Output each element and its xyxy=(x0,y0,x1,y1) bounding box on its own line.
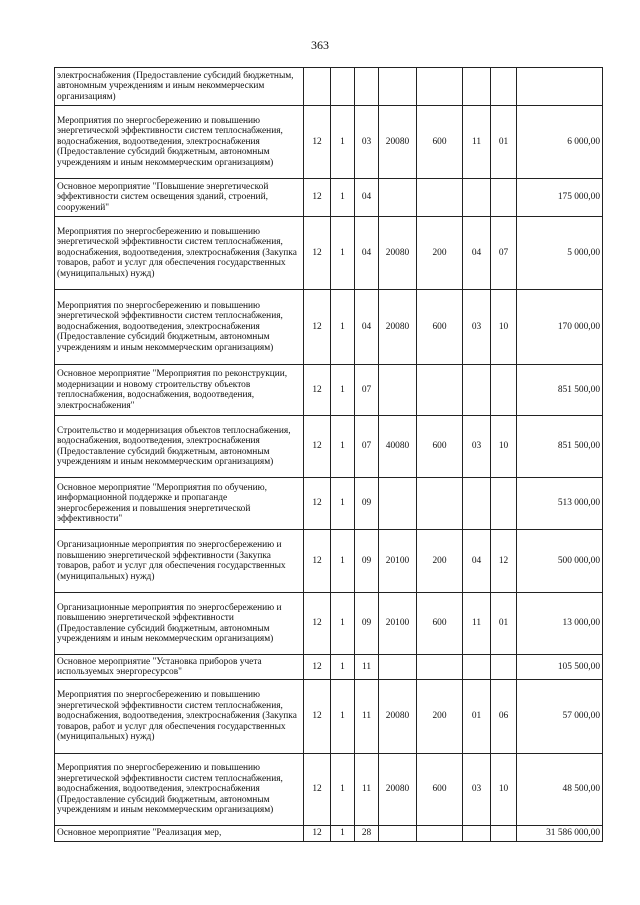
table-row xyxy=(55,179,603,217)
page-number: 363 xyxy=(311,38,329,52)
row-name-cell: Мероприятия по энергосбережению и повышению энергетической эффективности систем теплоснабжения, водоснабжения, водоотведения, электроснабжения (Предоставление субсидий бюджетным, автономным учреждениям и иным некоммерческим организациям) xyxy=(55,290,304,365)
code-cell: 12 xyxy=(304,416,331,478)
code-cell: 20080 xyxy=(379,680,417,754)
code-cell: 200 xyxy=(417,680,463,754)
code-cell: 20080 xyxy=(379,754,417,826)
code-cell: 12 xyxy=(304,655,331,680)
code-cell: 03 xyxy=(355,106,379,179)
code-cell: 01 xyxy=(463,680,491,754)
code-cell: 04 xyxy=(355,217,379,290)
budget-table xyxy=(54,67,603,842)
code-cell: 12 xyxy=(304,593,331,655)
code-cell xyxy=(417,179,463,217)
row-name-cell: Основное мероприятие "Мероприятия по обучению, информационной поддержке и пропаганде энергосбережения и повышения энергетической эффективности" xyxy=(55,478,304,530)
table-row xyxy=(55,106,603,179)
code-cell xyxy=(417,826,463,842)
code-cell xyxy=(379,655,417,680)
code-cell xyxy=(491,478,517,530)
row-name-cell: Строительство и модернизация объектов теплоснабжения, водоснабжения, водоотведения, электроснабжения (Предоставление субсидий бюджетным, автономным учреждениям и иным некоммерческим организациям) xyxy=(55,416,304,478)
code-cell xyxy=(491,655,517,680)
code-cell xyxy=(417,68,463,106)
code-cell xyxy=(491,68,517,106)
row-name-cell: Организационные мероприятия по энергосбережению и повышению энергетической эффективности (Предоставление субсидий бюджетным, автономным учреждениям и иным некоммерческим организациям) xyxy=(55,593,304,655)
code-cell xyxy=(355,68,379,106)
code-cell xyxy=(304,68,331,106)
code-cell: 600 xyxy=(417,416,463,478)
code-cell: 01 xyxy=(491,106,517,179)
code-cell: 04 xyxy=(355,290,379,365)
amount-cell: 105 500,00 xyxy=(517,655,603,680)
code-cell: 1 xyxy=(331,754,355,826)
code-cell: 600 xyxy=(417,754,463,826)
row-name-cell: Мероприятия по энергосбережению и повышению энергетической эффективности систем теплоснабжения, водоснабжения, водоотведения, электроснабжения (Предоставление субсидий бюджетным, автономным учреждениям и иным некоммерческим организациям) xyxy=(55,754,304,826)
row-name-cell: Основное мероприятие "Мероприятия по реконструкции, модернизации и новому строительству объектов теплоснабжения, водоснабжения, водоотведения, электроснабжения" xyxy=(55,365,304,416)
row-name-cell: Основное мероприятие "Установка приборов учета используемых энергоресурсов" xyxy=(55,655,304,680)
code-cell xyxy=(491,365,517,416)
code-cell xyxy=(491,826,517,842)
amount-cell xyxy=(517,68,603,106)
code-cell xyxy=(463,68,491,106)
amount-cell: 500 000,00 xyxy=(517,530,603,593)
code-cell xyxy=(379,68,417,106)
amount-cell: 5 000,00 xyxy=(517,217,603,290)
code-cell: 07 xyxy=(491,217,517,290)
code-cell: 1 xyxy=(331,826,355,842)
code-cell: 1 xyxy=(331,365,355,416)
code-cell: 12 xyxy=(304,754,331,826)
code-cell: 12 xyxy=(304,680,331,754)
code-cell xyxy=(417,655,463,680)
row-name-cell: Мероприятия по энергосбережению и повышению энергетической эффективности систем теплоснабжения, водоснабжения, водоотведения, электроснабжения (Закупка товаров, работ и услуг для обеспечения государственных (муниципальных) нужд) xyxy=(55,217,304,290)
table-row xyxy=(55,217,603,290)
code-cell: 20080 xyxy=(379,290,417,365)
code-cell: 12 xyxy=(304,530,331,593)
code-cell: 11 xyxy=(355,680,379,754)
table-row xyxy=(55,680,603,754)
code-cell xyxy=(331,68,355,106)
code-cell: 07 xyxy=(355,365,379,416)
code-cell: 600 xyxy=(417,593,463,655)
code-cell xyxy=(379,826,417,842)
code-cell: 40080 xyxy=(379,416,417,478)
table-row xyxy=(55,655,603,680)
code-cell: 20100 xyxy=(379,530,417,593)
table-row xyxy=(55,530,603,593)
amount-cell: 851 500,00 xyxy=(517,365,603,416)
code-cell: 03 xyxy=(463,290,491,365)
code-cell: 1 xyxy=(331,593,355,655)
code-cell: 01 xyxy=(491,593,517,655)
code-cell: 04 xyxy=(463,217,491,290)
amount-cell: 13 000,00 xyxy=(517,593,603,655)
code-cell xyxy=(463,179,491,217)
code-cell: 1 xyxy=(331,680,355,754)
row-name-cell: Организационные мероприятия по энергосбережению и повышению энергетической эффективности (Закупка товаров, работ и услуг для обеспечения государственных (муниципальных) нужд) xyxy=(55,530,304,593)
table-row xyxy=(55,416,603,478)
table-row xyxy=(55,478,603,530)
code-cell: 03 xyxy=(463,416,491,478)
code-cell: 03 xyxy=(463,754,491,826)
code-cell: 1 xyxy=(331,217,355,290)
code-cell: 11 xyxy=(355,655,379,680)
amount-cell: 851 500,00 xyxy=(517,416,603,478)
code-cell: 12 xyxy=(304,217,331,290)
code-cell: 20080 xyxy=(379,217,417,290)
code-cell: 10 xyxy=(491,290,517,365)
amount-cell: 170 000,00 xyxy=(517,290,603,365)
code-cell: 1 xyxy=(331,655,355,680)
code-cell: 12 xyxy=(304,179,331,217)
code-cell xyxy=(463,826,491,842)
code-cell: 07 xyxy=(355,416,379,478)
code-cell: 06 xyxy=(491,680,517,754)
amount-cell: 48 500,00 xyxy=(517,754,603,826)
table-row xyxy=(55,68,603,106)
table-row xyxy=(55,290,603,365)
amount-cell: 31 586 000,00 xyxy=(517,826,603,842)
code-cell: 12 xyxy=(304,478,331,530)
amount-cell: 175 000,00 xyxy=(517,179,603,217)
code-cell: 28 xyxy=(355,826,379,842)
code-cell: 1 xyxy=(331,530,355,593)
code-cell xyxy=(417,478,463,530)
code-cell: 10 xyxy=(491,754,517,826)
code-cell: 12 xyxy=(304,826,331,842)
code-cell: 1 xyxy=(331,106,355,179)
code-cell: 600 xyxy=(417,290,463,365)
code-cell xyxy=(463,478,491,530)
amount-cell: 6 000,00 xyxy=(517,106,603,179)
code-cell xyxy=(417,365,463,416)
code-cell: 20100 xyxy=(379,593,417,655)
code-cell: 11 xyxy=(463,593,491,655)
amount-cell: 57 000,00 xyxy=(517,680,603,754)
code-cell xyxy=(379,365,417,416)
code-cell: 1 xyxy=(331,416,355,478)
code-cell xyxy=(491,179,517,217)
row-name-cell: Мероприятия по энергосбережению и повышению энергетической эффективности систем теплоснабжения, водоснабжения, водоотведения, электроснабжения (Закупка товаров, работ и услуг для обеспечения государственных (муниципальных) нужд) xyxy=(55,680,304,754)
code-cell xyxy=(379,179,417,217)
code-cell xyxy=(463,655,491,680)
code-cell: 12 xyxy=(304,290,331,365)
code-cell: 09 xyxy=(355,530,379,593)
row-name-cell: Основное мероприятие "Повышение энергетической эффективности систем освещения зданий, строений, сооружений" xyxy=(55,179,304,217)
code-cell xyxy=(463,365,491,416)
amount-cell: 513 000,00 xyxy=(517,478,603,530)
code-cell: 200 xyxy=(417,217,463,290)
code-cell: 04 xyxy=(463,530,491,593)
code-cell: 12 xyxy=(491,530,517,593)
row-name-cell: Мероприятия по энергосбережению и повышению энергетической эффективности систем теплоснабжения, водоснабжения, водоотведения, электроснабжения (Предоставление субсидий бюджетным, автономным учреждениям и иным некоммерческим организациям) xyxy=(55,106,304,179)
row-name-cell: электроснабжения (Предоставление субсидий бюджетным, автономным учреждениям и иным некоммерческим организациям) xyxy=(55,68,304,106)
code-cell: 20080 xyxy=(379,106,417,179)
code-cell: 600 xyxy=(417,106,463,179)
code-cell: 09 xyxy=(355,593,379,655)
table-row xyxy=(55,593,603,655)
code-cell: 1 xyxy=(331,290,355,365)
code-cell xyxy=(379,478,417,530)
code-cell: 12 xyxy=(304,106,331,179)
table-row xyxy=(55,826,603,842)
table-row xyxy=(55,754,603,826)
code-cell: 1 xyxy=(331,478,355,530)
code-cell: 200 xyxy=(417,530,463,593)
code-cell: 09 xyxy=(355,478,379,530)
code-cell: 1 xyxy=(331,179,355,217)
table-row xyxy=(55,365,603,416)
code-cell: 10 xyxy=(491,416,517,478)
code-cell: 11 xyxy=(463,106,491,179)
row-name-cell: Основное мероприятие "Реализация мер, xyxy=(55,826,304,842)
code-cell: 12 xyxy=(304,365,331,416)
code-cell: 04 xyxy=(355,179,379,217)
code-cell: 11 xyxy=(355,754,379,826)
